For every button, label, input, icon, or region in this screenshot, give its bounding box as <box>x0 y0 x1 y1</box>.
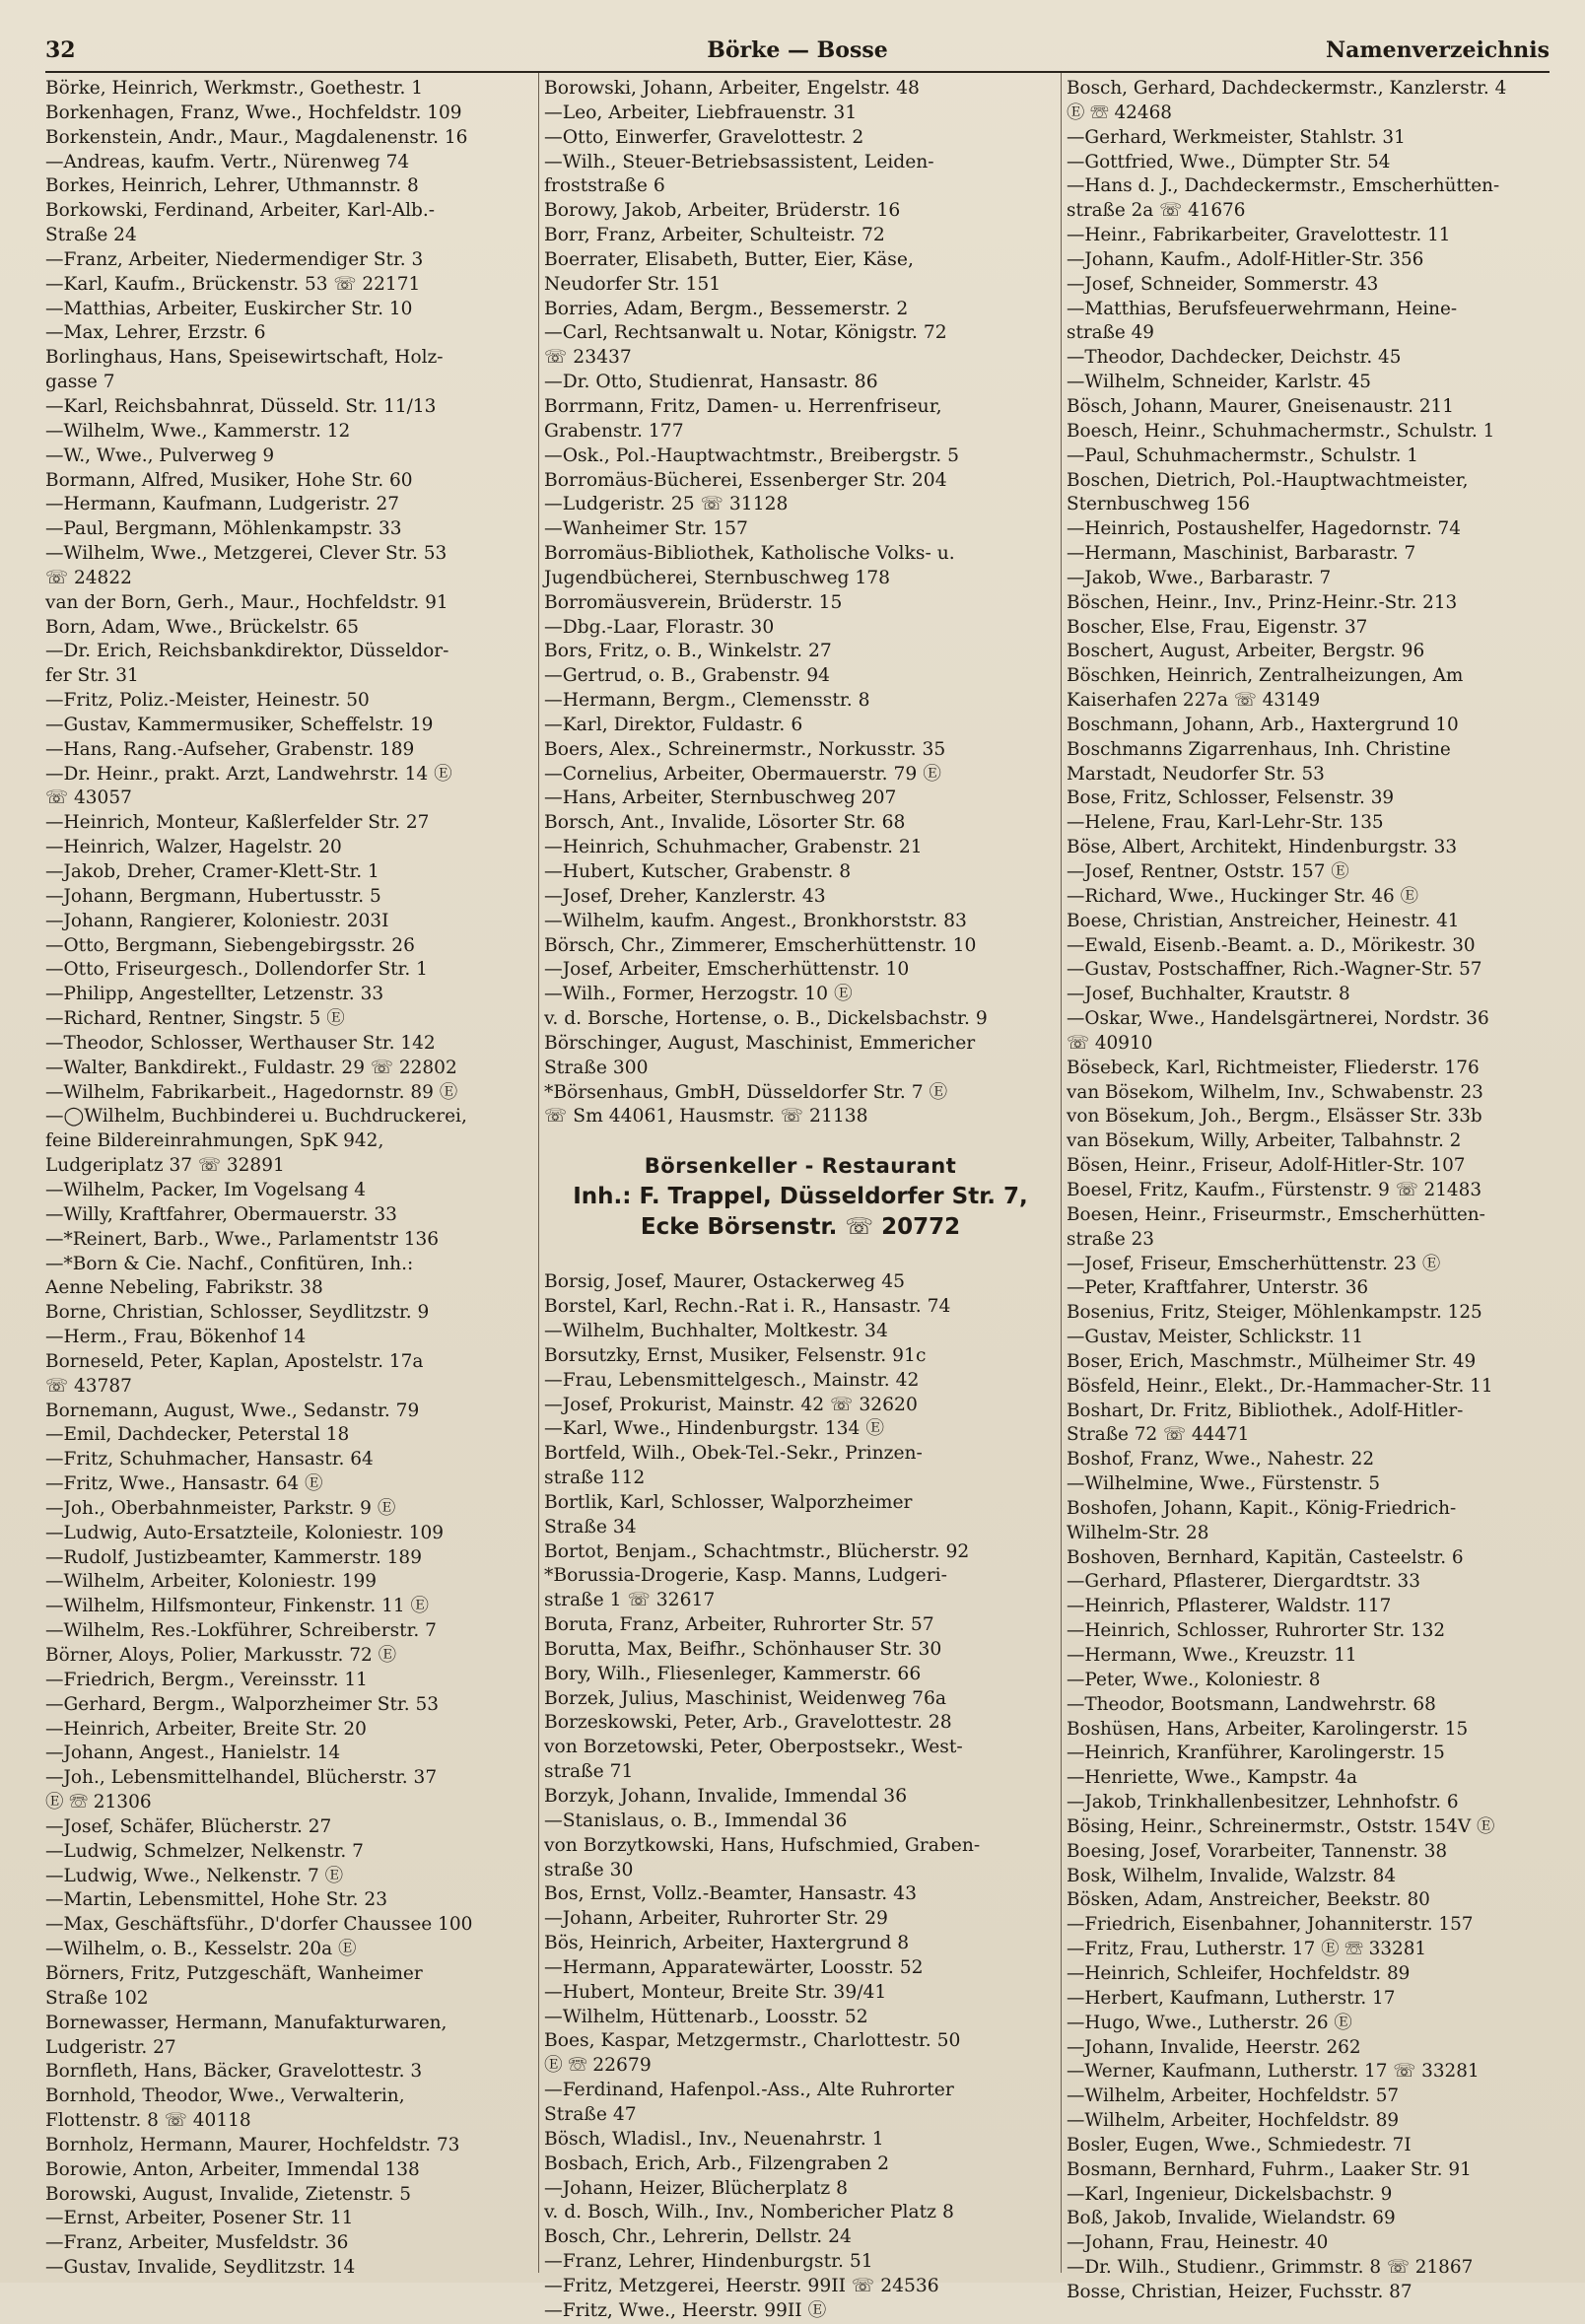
directory-entry-line: —Ludwig, Schmelzer, Nelkenstr. 7 <box>45 1840 364 1862</box>
directory-entry-line: —Willy, Kraftfahrer, Obermauerstr. 33 <box>45 1203 397 1225</box>
directory-entry-line: Bornfleth, Hans, Bäcker, Gravelottestr. 3 <box>45 2061 423 2083</box>
directory-entry-line: Boshof, Franz, Wwe., Nahestr. 22 <box>1067 1449 1375 1470</box>
directory-entry-line: —W., Wwe., Pulverweg 9 <box>45 444 275 466</box>
directory-entry-line: Böschen, Heinr., Inv., Prinz-Heinr.-Str. 213 <box>1067 591 1458 613</box>
directory-entry-line: —Werner, Kaufmann, Lutherstr. 17 ☏ 33281 <box>1067 2061 1480 2083</box>
directory-entry-line: Boesch, Heinr., Schuhmachermstr., Schulstr. 1 <box>1067 420 1495 442</box>
directory-entry-line: von Borzytkowski, Hans, Hufschmied, Graben- <box>544 1834 981 1856</box>
directory-entry-line: —Friedrich, Eisenbahner, Johanniterstr. 157 <box>1067 1914 1474 1936</box>
ad-line: Inh.: F. Trappel, Düsseldorfer Str. 7, <box>573 1184 1028 1210</box>
directory-entry-line: Kaiserhafen 227a ☏ 43149 <box>1067 690 1321 712</box>
directory-entry-line: —Leo, Arbeiter, Liebfrauenstr. 31 <box>544 102 858 123</box>
directory-entry-line: —Franz, Lehrer, Hindenburgstr. 51 <box>544 2251 873 2273</box>
directory-entry-line: —Gustav, Postschaffner, Rich.-Wagner-Str. 57 <box>1067 959 1482 981</box>
directory-entry-line: —Heinrich, Walzer, Hagelstr. 20 <box>45 837 342 858</box>
directory-entry-line: Straße 300 <box>544 1057 649 1078</box>
directory-entry-line: —Fritz, Wwe., Heerstr. 99II Ⓔ <box>544 2299 827 2321</box>
directory-entry-line: —Gertrud, o. B., Grabenstr. 94 <box>544 665 830 687</box>
directory-entry-line: —Andreas, kaufm. Vertr., Nürenweg 74 <box>45 151 410 172</box>
directory-entry-line: —Henriette, Wwe., Kampstr. 4a <box>1067 1767 1358 1789</box>
directory-entry-line: Bose, Fritz, Schlosser, Felsenstr. 39 <box>1067 787 1395 809</box>
directory-entry-line: Börsch, Chr., Zimmerer, Emscherhüttenstr. 10 <box>544 934 977 956</box>
directory-entry-line: Born, Adam, Wwe., Brückelstr. 65 <box>45 616 360 638</box>
directory-entry-line: —Theodor, Bootsmann, Landwehrstr. 68 <box>1067 1693 1436 1715</box>
directory-entry-line: —Heinrich, Postaushelfer, Hagedornstr. 74 <box>1067 518 1461 540</box>
directory-entry-line: Bormann, Alfred, Musiker, Hohe Str. 60 <box>45 469 413 491</box>
directory-entry-line: —Stanislaus, o. B., Immendal 36 <box>544 1810 848 1831</box>
directory-entry-line: v. d. Bosch, Wilh., Inv., Nombericher Platz 8 <box>544 2202 954 2223</box>
directory-entry-line: —Fritz, Wwe., Hansastr. 64 Ⓔ <box>45 1473 323 1495</box>
directory-entry-line: Bosch, Gerhard, Dachdeckermstr., Kanzlerstr. 4 <box>1067 78 1507 99</box>
directory-entry-line: —Osk., Pol.-Hauptwachtmstr., Breibergstr. 5 <box>544 444 960 466</box>
directory-entry-line: ☏ 40910 <box>1067 1032 1153 1054</box>
directory-entry-line: Bösken, Adam, Anstreicher, Beekstr. 80 <box>1067 1889 1430 1911</box>
directory-entry-line: —Karl, Reichsbahnrat, Düsseld. Str. 11/13 <box>45 395 437 417</box>
directory-entry-line: Boschen, Dietrich, Pol.-Hauptwachtmeister, <box>1067 469 1469 491</box>
directory-entry-line: —Joh., Lebensmittelhandel, Blücherstr. 37 <box>45 1767 438 1789</box>
directory-entry-line: Boschmanns Zigarrenhaus, Inh. Christine <box>1067 738 1451 760</box>
directory-entry-line: Boes, Kaspar, Metzgermstr., Charlottestr. 50 <box>544 2030 961 2052</box>
directory-entry-line: Boese, Christian, Anstreicher, Heinestr. 41 <box>1067 910 1460 931</box>
directory-entry-line: —Hubert, Kutscher, Grabenstr. 8 <box>544 861 852 882</box>
directory-entry-line: —Hermann, Kaufmann, Ludgeristr. 27 <box>45 494 399 515</box>
directory-entry-line: Borzek, Julius, Maschinist, Weidenweg 76a <box>544 1687 947 1709</box>
directory-entry-line: Bosenius, Fritz, Steiger, Möhlenkampstr. 125 <box>1067 1302 1482 1324</box>
directory-entry-line: straße 30 <box>544 1859 634 1880</box>
directory-entry-line: Bosk, Wilhelm, Invalide, Walzstr. 84 <box>1067 1865 1397 1886</box>
directory-entry-line: —Otto, Bergmann, Siebengebirgsstr. 26 <box>45 934 415 956</box>
directory-entry-line: —Josef, Dreher, Kanzlerstr. 43 <box>544 885 826 907</box>
directory-entry-line: Boscher, Else, Frau, Eigenstr. 37 <box>1067 616 1368 638</box>
directory-entry-line: —*Reinert, Barb., Wwe., Parlamentstr 136 <box>45 1228 440 1250</box>
column-2-entries-after-ad <box>544 1270 1057 2323</box>
directory-entry-line: Borne, Christian, Schlosser, Seydlitzstr. 9 <box>45 1302 430 1324</box>
directory-entry-line: —Joh., Oberbahnmeister, Parkstr. 9 Ⓔ <box>45 1497 396 1519</box>
directory-entry-line: —Heinrich, Arbeiter, Breite Str. 20 <box>45 1718 367 1740</box>
directory-entry-line: —Josef, Prokurist, Mainstr. 42 ☏ 32620 <box>544 1394 918 1415</box>
directory-entry-line: Borowski, August, Invalide, Zietenstr. 5 <box>45 2183 412 2205</box>
directory-entry-line: straße 2a ☏ 41676 <box>1067 200 1246 222</box>
directory-entry-line: Bors, Fritz, o. B., Winkelstr. 27 <box>544 641 832 662</box>
directory-entry-line: —Dr. Otto, Studienrat, Hansastr. 86 <box>544 372 878 393</box>
directory-entry-line: Borr, Franz, Arbeiter, Schulteistr. 72 <box>544 225 885 246</box>
directory-entry-line: Borromäus-Bücherei, Essenberger Str. 204 <box>544 469 947 491</box>
directory-entry-line: Borrmann, Fritz, Damen- u. Herrenfriseur, <box>544 395 942 417</box>
directory-entry-line: Boshüsen, Hans, Arbeiter, Karolingerstr. 15 <box>1067 1718 1469 1740</box>
directory-entry-line: —Wilhelm, Packer, Im Vogelsang 4 <box>45 1179 367 1200</box>
ad-title: Börsenkeller - Restaurant <box>644 1154 957 1179</box>
directory-entry-line: —◯Wilhelm, Buchbinderei u. Buchdruckerei, <box>45 1106 467 1128</box>
directory-entry-line: —Gustav, Meister, Schlickstr. 11 <box>1067 1327 1364 1348</box>
directory-entry-line: van der Born, Gerh., Maur., Hochfeldstr. 91 <box>45 591 448 613</box>
directory-entry-line: —Paul, Bergmann, Möhlenkampstr. 33 <box>45 518 402 540</box>
directory-entry-line: —Hans d. J., Dachdeckermstr., Emscherhütten- <box>1067 175 1500 197</box>
directory-entry-line: —Wilhelm, Fabrikarbeit., Hagedornstr. 89 Ⓔ <box>45 1081 458 1103</box>
directory-entry-line: —Ludgeristr. 25 ☏ 31128 <box>544 494 789 515</box>
directory-entry-line: Boesel, Fritz, Kaufm., Fürstenstr. 9 ☏ 21483 <box>1067 1179 1482 1200</box>
directory-entry-line: Borsch, Ant., Invalide, Lösorter Str. 68 <box>544 812 906 834</box>
directory-entry-line: Bös, Heinrich, Arbeiter, Haxtergrund 8 <box>544 1933 910 1954</box>
directory-entry-line: —Ludwig, Wwe., Nelkenstr. 7 Ⓔ <box>45 1865 344 1886</box>
directory-entry-line: Borowie, Anton, Arbeiter, Immendal 138 <box>45 2158 420 2180</box>
directory-entry-line: —Heinrich, Schleifer, Hochfeldstr. 89 <box>1067 1962 1411 1984</box>
directory-entry-line: Böse, Albert, Architekt, Hindenburgstr. 33 <box>1067 837 1458 858</box>
directory-entry-line: —Rudolf, Justizbeamter, Kammerstr. 189 <box>45 1546 422 1568</box>
directory-entry-line: —Wilhelmine, Wwe., Fürstenstr. 5 <box>1067 1473 1381 1495</box>
directory-entry-line: Boschmann, Johann, Arb., Haxtergrund 10 <box>1067 714 1459 735</box>
directory-entry-line: Börners, Fritz, Putzgeschäft, Wanheimer <box>45 1962 423 1984</box>
directory-entry-line: —Fritz, Schuhmacher, Hansastr. 64 <box>45 1449 374 1470</box>
directory-entry-line: —Gottfried, Wwe., Dümpter Str. 54 <box>1067 151 1391 172</box>
directory-entry-line: —Wilhelm, Hilfsmonteur, Finkenstr. 11 Ⓔ <box>45 1596 430 1617</box>
directory-entry-line: ☏ 24822 <box>45 567 132 588</box>
column-1 <box>45 77 532 2279</box>
directory-entry-line: —Josef, Schneider, Sommerstr. 43 <box>1067 273 1379 295</box>
directory-entry-line: —Dr. Wilh., Studienr., Grimmstr. 8 ☏ 21867 <box>1067 2257 1474 2279</box>
directory-entry-line: —Paul, Schuhmachermstr., Schulstr. 1 <box>1067 444 1419 466</box>
directory-entry-line: Borzeskowski, Peter, Arb., Gravelottestr. 28 <box>544 1712 952 1734</box>
directory-entry-line: —Hans, Arbeiter, Sternbuschweg 207 <box>544 787 897 809</box>
directory-entry-line: Wilhelm-Str. 28 <box>1067 1522 1209 1543</box>
directory-entry-line: —Matthias, Berufsfeuerwehrmann, Heine- <box>1067 298 1458 319</box>
directory-entry-line: —Wilhelm, Buchhalter, Moltkestr. 34 <box>544 1320 888 1341</box>
directory-entry-line: —Ludwig, Auto-Ersatzteile, Koloniestr. 109 <box>45 1522 445 1543</box>
directory-entry-line: von Bösekum, Joh., Bergm., Elsässer Str. 33b <box>1067 1106 1482 1128</box>
directory-entry-line: Bösch, Johann, Maurer, Gneisenaustr. 211 <box>1067 395 1454 417</box>
directory-entry-line: —Franz, Arbeiter, Musfeldstr. 36 <box>45 2232 349 2254</box>
directory-entry-line: —Herm., Frau, Bökenhof 14 <box>45 1327 307 1348</box>
directory-entry-line: Bos, Ernst, Vollz.-Beamter, Hansastr. 43 <box>544 1883 917 1905</box>
directory-entry-line: —Josef, Arbeiter, Emscherhüttenstr. 10 <box>544 959 910 981</box>
directory-entry-line: Bösebeck, Karl, Richtmeister, Fliederstr. 176 <box>1067 1057 1480 1078</box>
directory-entry-line: —Wilhelm, Res.-Lokführer, Schreiberstr. 7 <box>45 1620 437 1642</box>
directory-entry-line: —Gerhard, Bergm., Walporzheimer Str. 53 <box>45 1693 440 1715</box>
directory-entry-line: Bosler, Eugen, Wwe., Schmiedestr. 7I <box>1067 2134 1412 2155</box>
directory-entry-line: Bortlik, Karl, Schlosser, Walporzheimer <box>544 1491 913 1513</box>
directory-entry-line: Boshofen, Johann, Kapit., König-Friedrich- <box>1067 1497 1457 1519</box>
directory-entry-line: Boerrater, Elisabeth, Butter, Eier, Käse, <box>544 248 914 270</box>
directory-entry-line: —Franz, Arbeiter, Niedermendiger Str. 3 <box>45 248 424 270</box>
directory-entry-line: —Wilh., Steuer-Betriebsassistent, Leiden- <box>544 151 934 172</box>
directory-entry-line: —Hermann, Apparatewärter, Loosstr. 52 <box>544 1956 924 1978</box>
directory-entry-line: —Karl, Wwe., Hindenburgstr. 134 Ⓔ <box>544 1418 885 1440</box>
directory-entry-line: Straße 24 <box>45 225 137 246</box>
directory-entry-line: straße 49 <box>1067 322 1154 344</box>
directory-entry-line: von Borzetowski, Peter, Oberpostsekr., West- <box>544 1737 963 1758</box>
directory-entry-line: Bosbach, Erich, Arb., Filzengraben 2 <box>544 2153 889 2174</box>
directory-entry-line: *Borussia-Drogerie, Kasp. Manns, Ludgeri- <box>544 1565 947 1587</box>
directory-entry-line: —Fritz, Frau, Lutherstr. 17 Ⓔ ☏ 33281 <box>1067 1939 1427 1960</box>
directory-entry-line: —*Born & Cie. Nachf., Confitüren, Inh.: <box>45 1253 414 1274</box>
running-title: Börke — Bosse <box>707 37 888 63</box>
page-header <box>45 34 1550 73</box>
directory-entry-line: Bornemann, August, Wwe., Sedanstr. 79 <box>45 1400 420 1421</box>
directory-entry-line: feine Bildereinrahmungen, SpK 942, <box>45 1130 384 1152</box>
directory-entry-line: Borkowski, Ferdinand, Arbeiter, Karl-Alb.- <box>45 200 435 222</box>
directory-entry-line: —Heinrich, Monteur, Kaßlerfelder Str. 27 <box>45 812 430 834</box>
directory-entry-line: —Theodor, Dachdecker, Deichstr. 45 <box>1067 347 1402 369</box>
directory-entry-line: —Otto, Einwerfer, Gravelottestr. 2 <box>544 126 864 148</box>
directory-entry-line: —Peter, Wwe., Koloniestr. 8 <box>1067 1669 1321 1690</box>
directory-entry-line: —Ernst, Arbeiter, Posener Str. 11 <box>45 2208 354 2229</box>
directory-entry-line: —Max, Geschäftsführ., D'dorfer Chaussee 100 <box>45 1914 473 1936</box>
directory-entry-line: Jugendbücherei, Sternbuschweg 178 <box>544 567 891 588</box>
directory-entry-line: *Börsenhaus, GmbH, Düsseldorfer Str. 7 Ⓔ <box>544 1081 948 1103</box>
directory-entry-line: Borkenstein, Andr., Maur., Magdalenenstr. 16 <box>45 126 468 148</box>
directory-entry-line: Straße 72 ☏ 44471 <box>1067 1424 1250 1446</box>
column-2-entries <box>544 77 1057 1129</box>
directory-entry-line: Bösing, Heinr., Schreinermstr., Oststr. 154V Ⓔ <box>1067 1815 1495 1837</box>
directory-entry-line: —Richard, Rentner, Singstr. 5 Ⓔ <box>45 1008 345 1030</box>
directory-entry-line: Börke, Heinrich, Werkmstr., Goethestr. 1 <box>45 78 424 99</box>
directory-entry-line: Bortot, Benjam., Schachtmstr., Blücherstr. 92 <box>544 1540 970 1562</box>
directory-entry-line: —Frau, Lebensmittelgesch., Mainstr. 42 <box>544 1369 920 1391</box>
directory-entry-line: Straße 102 <box>45 1987 149 2009</box>
column-divider <box>1061 73 1062 2273</box>
directory-entry-line: —Matthias, Arbeiter, Euskircher Str. 10 <box>45 298 413 319</box>
directory-entry-line: Ludgeriplatz 37 ☏ 32891 <box>45 1155 285 1177</box>
directory-entry-line: —Ewald, Eisenb.-Beamt. a. D., Mörikestr. 30 <box>1067 934 1476 956</box>
directory-entry-line: Bornholz, Hermann, Maurer, Hochfeldstr. 73 <box>45 2134 460 2155</box>
directory-entry-line: —Johann, Frau, Heinestr. 40 <box>1067 2232 1329 2254</box>
directory-entry-line: straße 23 <box>1067 1228 1154 1250</box>
directory-entry-line: van Bösekom, Wilhelm, Inv., Schwabenstr. 23 <box>1067 1081 1483 1103</box>
directory-entry-line: Ⓔ ☏ 22679 <box>544 2055 652 2077</box>
directory-entry-line: gasse 7 <box>45 372 115 393</box>
directory-entry-line: —Johann, Bergmann, Hubertusstr. 5 <box>45 885 381 907</box>
directory-entry-line: Boser, Erich, Maschmstr., Mülheimer Str. 49 <box>1067 1350 1477 1372</box>
directory-entry-line: —Johann, Heizer, Blücherplatz 8 <box>544 2177 849 2199</box>
directory-entry-line: Ⓔ ☏ 42468 <box>1067 102 1172 123</box>
directory-entry-line: Borlinghaus, Hans, Speisewirtschaft, Holz- <box>45 347 444 369</box>
directory-entry-line: Boß, Jakob, Invalide, Wielandstr. 69 <box>1067 2208 1396 2229</box>
directory-entry-line: —Johann, Angest., Hanielstr. 14 <box>45 1743 341 1764</box>
directory-entry-line: Bortfeld, Wilh., Obek-Tel.-Sekr., Prinzen- <box>544 1443 923 1465</box>
directory-entry-line: —Philipp, Angestellter, Letzenstr. 33 <box>45 984 384 1005</box>
directory-entry-line: fer Str. 31 <box>45 665 139 687</box>
directory-entry-line: Borsutzky, Ernst, Musiker, Felsenstr. 91c <box>544 1344 927 1366</box>
directory-entry-line: ☏ 43057 <box>45 787 132 809</box>
directory-entry-line: —Johann, Arbeiter, Ruhrorter Str. 29 <box>544 1908 888 1930</box>
directory-entry-line: Boesing, Josef, Vorarbeiter, Tannenstr. 38 <box>1067 1840 1448 1862</box>
directory-entry-line: Bosch, Chr., Lehrerin, Dellstr. 24 <box>544 2226 852 2248</box>
directory-entry-line: —Karl, Direktor, Fuldastr. 6 <box>544 714 803 735</box>
directory-entry-line: —Jakob, Wwe., Barbarastr. 7 <box>1067 567 1332 588</box>
directory-entry-line: —Theodor, Schlosser, Werthauser Str. 142 <box>45 1032 436 1054</box>
directory-entry-line: —Wilh., Former, Herzogstr. 10 Ⓔ <box>544 984 853 1005</box>
directory-entry-line: Straße 47 <box>544 2103 637 2125</box>
directory-entry-line: —Heinrich, Kranführer, Karolingerstr. 15 <box>1067 1743 1445 1764</box>
directory-entry-line: —Walter, Bankdirekt., Fuldastr. 29 ☏ 22802 <box>45 1057 457 1078</box>
directory-entry-line: —Max, Lehrer, Erzstr. 6 <box>45 322 266 344</box>
directory-entry-line: Grabenstr. 177 <box>544 420 684 442</box>
directory-entry-line: Ⓔ ☏ 21306 <box>45 1792 152 1813</box>
directory-entry-line: froststraße 6 <box>544 175 665 197</box>
directory-entry-line: —Josef, Buchhalter, Krautstr. 8 <box>1067 984 1350 1005</box>
directory-entry-line: Bösch, Wladisl., Inv., Neuenahrstr. 1 <box>544 2128 884 2150</box>
directory-entry-line: —Peter, Kraftfahrer, Unterstr. 36 <box>1067 1277 1369 1299</box>
directory-entry-line: —Johann, Invalide, Heerstr. 262 <box>1067 2036 1361 2058</box>
column-divider <box>538 73 539 2273</box>
directory-entry-line: —Fritz, Poliz.-Meister, Heinestr. 50 <box>45 690 370 712</box>
directory-entry-line: —Gerhard, Werkmeister, Stahlstr. 31 <box>1067 126 1406 148</box>
directory-entry-line: —Gustav, Kammermusiker, Scheffelstr. 19 <box>45 714 434 735</box>
directory-entry-line: Boshart, Dr. Fritz, Bibliothek., Adolf-Hitler- <box>1067 1400 1464 1421</box>
directory-entry-line: —Dr. Erich, Reichsbankdirektor, Düsseldor- <box>45 641 449 662</box>
directory-entry-line: Borsig, Josef, Maurer, Ostackerweg 45 <box>544 1271 905 1293</box>
directory-entry-line: Bösfeld, Heinr., Elekt., Dr.-Hammacher-Str. 11 <box>1067 1375 1493 1397</box>
directory-entry-line: —Heinrich, Schlosser, Ruhrorter Str. 132 <box>1067 1620 1446 1642</box>
directory-entry-line: —Johann, Kaufm., Adolf-Hitler-Str. 356 <box>1067 248 1424 270</box>
directory-entry-line: —Hans, Rang.-Aufseher, Grabenstr. 189 <box>45 738 415 760</box>
directory-entry-line: Bory, Wilh., Fliesenleger, Kammerstr. 66 <box>544 1663 922 1684</box>
directory-entry-line: Bosmann, Bernhard, Fuhrm., Laaker Str. 91 <box>1067 2158 1472 2180</box>
advertisement <box>544 1151 1057 1243</box>
directory-entry-line: —Fritz, Metzgerei, Heerstr. 99II ☏ 24536 <box>544 2275 939 2296</box>
directory-entry-line: ☏ 23437 <box>544 347 632 369</box>
directory-entry-line: —Wilhelm, Arbeiter, Koloniestr. 199 <box>45 1571 378 1593</box>
directory-entry-line: Bosse, Christian, Heizer, Fuchsstr. 87 <box>1067 2281 1413 2302</box>
directory-entry-line: —Hugo, Wwe., Lutherstr. 26 Ⓔ <box>1067 2012 1352 2033</box>
directory-entry-line: —Oskar, Wwe., Handelsgärtnerei, Nordstr. 36 <box>1067 1008 1489 1030</box>
directory-entry-line: Borowy, Jakob, Arbeiter, Brüderstr. 16 <box>544 200 901 222</box>
directory-entry-line: —Martin, Lebensmittel, Hohe Str. 23 <box>45 1889 387 1911</box>
directory-entry-line: —Jakob, Trinkhallenbesitzer, Lehnhofstr. 6 <box>1067 1792 1459 1813</box>
directory-entry-line: Borutta, Max, Beifhr., Schönhauser Str. 30 <box>544 1638 942 1660</box>
directory-entry-line: Boschert, August, Arbeiter, Bergstr. 96 <box>1067 641 1425 662</box>
directory-entry-line: Börner, Aloys, Polier, Markusstr. 72 Ⓔ <box>45 1645 397 1666</box>
directory-entry-line: —Herbert, Kaufmann, Lutherstr. 17 <box>1067 1987 1396 2009</box>
directory-entry-line: —Karl, Ingenieur, Dickelsbachstr. 9 <box>1067 2183 1393 2205</box>
directory-entry-line: Borromäus-Bibliothek, Katholische Volks- u. <box>544 543 955 565</box>
directory-entry-line: —Friedrich, Bergm., Vereinsstr. 11 <box>45 1669 368 1690</box>
directory-entry-line: —Helene, Frau, Karl-Lehr-Str. 135 <box>1067 812 1384 834</box>
directory-entry-line: straße 112 <box>544 1468 646 1489</box>
directory-entry-line: —Ferdinand, Hafenpol.-Ass., Alte Ruhrorter <box>544 2080 954 2101</box>
directory-entry-line: straße 71 <box>544 1761 634 1783</box>
directory-entry-line: ☏ Sm 44061, Hausmstr. ☏ 21138 <box>544 1106 868 1128</box>
directory-entry-line: —Heinrich, Pflasterer, Waldstr. 117 <box>1067 1596 1392 1617</box>
ad-line: Ecke Börsenstr. ☏ 20772 <box>640 1214 961 1241</box>
directory-entry-line: —Otto, Friseurgesch., Dollendorfer Str. 1 <box>45 959 428 981</box>
section-title: Namenverzeichnis <box>1326 37 1550 63</box>
header-rule <box>45 71 1550 73</box>
directory-entry-line: —Gerhard, Pflasterer, Diergardtstr. 33 <box>1067 1571 1420 1593</box>
directory-entry-line: Boers, Alex., Schreinermstr., Norkusstr. 35 <box>544 738 946 760</box>
directory-entry-line: —Karl, Kaufm., Brückenstr. 53 ☏ 22171 <box>45 273 421 295</box>
directory-entry-line: —Wilhelm, Arbeiter, Hochfeldstr. 57 <box>1067 2085 1400 2107</box>
directory-entry-line: ☏ 43787 <box>45 1375 132 1397</box>
directory-entry-line: —Heinr., Fabrikarbeiter, Gravelottestr. 11 <box>1067 225 1451 246</box>
directory-entry-line: —Wanheimer Str. 157 <box>544 518 748 540</box>
directory-entry-line: Boesen, Heinr., Friseurmstr., Emscherhütten- <box>1067 1203 1485 1225</box>
directory-entry-line: Borstel, Karl, Rechn.-Rat i. R., Hansastr. 74 <box>544 1296 951 1318</box>
directory-entry-line: Bornhold, Theodor, Wwe., Verwalterin, <box>45 2085 405 2107</box>
directory-entry-line: —Wilhelm, Hüttenarb., Loosstr. 52 <box>544 2006 868 2027</box>
directory-entry-line: Böschken, Heinrich, Zentralheizungen, Am <box>1067 665 1464 687</box>
directory-entry-line: v. d. Borsche, Hortense, o. B., Dickelsbachstr. 9 <box>544 1008 988 1030</box>
directory-entry-line: —Hubert, Monteur, Breite Str. 39/41 <box>544 1981 887 2003</box>
directory-entry-line: —Wilhelm, o. B., Kesselstr. 20a Ⓔ <box>45 1939 357 1960</box>
directory-entry-line: Straße 34 <box>544 1516 637 1538</box>
directory-entry-line: Sternbuschweg 156 <box>1067 494 1251 515</box>
directory-entry-line: Bösen, Heinr., Friseur, Adolf-Hitler-Str. 107 <box>1067 1155 1466 1177</box>
directory-entry-line: —Wilhelm, Schneider, Karlstr. 45 <box>1067 372 1372 393</box>
column-2 <box>544 77 1057 2321</box>
directory-entry-line: —Josef, Rentner, Oststr. 157 Ⓔ <box>1067 861 1349 882</box>
directory-entry-line: —Dr. Heinr., prakt. Arzt, Landwehrstr. 14 Ⓔ <box>45 763 452 785</box>
directory-entry-line: —Richard, Wwe., Huckinger Str. 46 Ⓔ <box>1067 885 1418 907</box>
directory-entry-line: —Hermann, Bergm., Clemensstr. 8 <box>544 690 870 712</box>
directory-entry-line: Borromäusverein, Brüderstr. 15 <box>544 591 843 613</box>
directory-entry-line: —Cornelius, Arbeiter, Obermauerstr. 79 Ⓔ <box>544 763 941 785</box>
directory-entry-line: —Josef, Schäfer, Blücherstr. 27 <box>45 1815 332 1837</box>
directory-entry-line: —Hermann, Wwe., Kreuzstr. 11 <box>1067 1645 1357 1666</box>
directory-entry-line: —Wilhelm, Arbeiter, Hochfeldstr. 89 <box>1067 2110 1400 2132</box>
directory-entry-line: —Wilhelm, Wwe., Kammerstr. 12 <box>45 420 351 442</box>
directory-entry-line: —Jakob, Dreher, Cramer-Klett-Str. 1 <box>45 861 379 882</box>
directory-entry-line: Flottenstr. 8 ☏ 40118 <box>45 2110 251 2132</box>
directory-entry-line: Boshoven, Bernhard, Kapitän, Casteelstr. 6 <box>1067 1546 1464 1568</box>
directory-entry-line: —Gustav, Invalide, Seydlitzstr. 14 <box>45 2257 356 2279</box>
directory-entry-line: Börschinger, August, Maschinist, Emmericher <box>544 1032 976 1054</box>
directory-entry-line: —Wilhelm, kaufm. Angest., Bronkhorststr. 83 <box>544 910 967 931</box>
directory-entry-line: —Hermann, Maschinist, Barbarastr. 7 <box>1067 543 1416 565</box>
page-number: 32 <box>45 37 76 63</box>
directory-entry-line: van Bösekum, Willy, Arbeiter, Talbahnstr. 2 <box>1067 1130 1462 1152</box>
directory-entry-line: —Johann, Rangierer, Koloniestr. 203I <box>45 910 389 931</box>
directory-entry-line: straße 1 ☏ 32617 <box>544 1590 716 1611</box>
directory-entry-line: Boruta, Franz, Arbeiter, Ruhrorter Str. 57 <box>544 1614 934 1636</box>
directory-entry-line: —Heinrich, Schuhmacher, Grabenstr. 21 <box>544 837 923 858</box>
column-3 <box>1067 77 1559 2302</box>
directory-entry-line: Borowski, Johann, Arbeiter, Engelstr. 48 <box>544 78 920 99</box>
directory-entry-line: —Dbg.-Laar, Florastr. 30 <box>544 616 775 638</box>
directory-entry-line: Borkenhagen, Franz, Wwe., Hochfeldstr. 109 <box>45 102 462 123</box>
directory-entry-line: Neudorfer Str. 151 <box>544 273 722 295</box>
directory-entry-line: Marstadt, Neudorfer Str. 53 <box>1067 763 1325 785</box>
directory-entry-line: Aenne Nebeling, Fabrikstr. 38 <box>45 1277 323 1299</box>
directory-entry-line: —Wilhelm, Wwe., Metzgerei, Clever Str. 53 <box>45 543 448 565</box>
directory-entry-line: Ludgeristr. 27 <box>45 2036 176 2058</box>
directory-entry-line: Borries, Adam, Bergm., Bessemerstr. 2 <box>544 298 909 319</box>
directory-entry-line: —Emil, Dachdecker, Peterstal 18 <box>45 1424 350 1446</box>
directory-entry-line: —Josef, Friseur, Emscherhüttenstr. 23 Ⓔ <box>1067 1253 1441 1274</box>
directory-entry-line: Borneseld, Peter, Kaplan, Apostelstr. 17a <box>45 1350 424 1372</box>
directory-entry-line: Borkes, Heinrich, Lehrer, Uthmannstr. 8 <box>45 175 419 197</box>
directory-entry-line: —Carl, Rechtsanwalt u. Notar, Königstr. 72 <box>544 322 947 344</box>
directory-entry-line: Borzyk, Johann, Invalide, Immendal 36 <box>544 1786 908 1807</box>
directory-entry-line: Bornewasser, Hermann, Manufakturwaren, <box>45 2012 448 2033</box>
